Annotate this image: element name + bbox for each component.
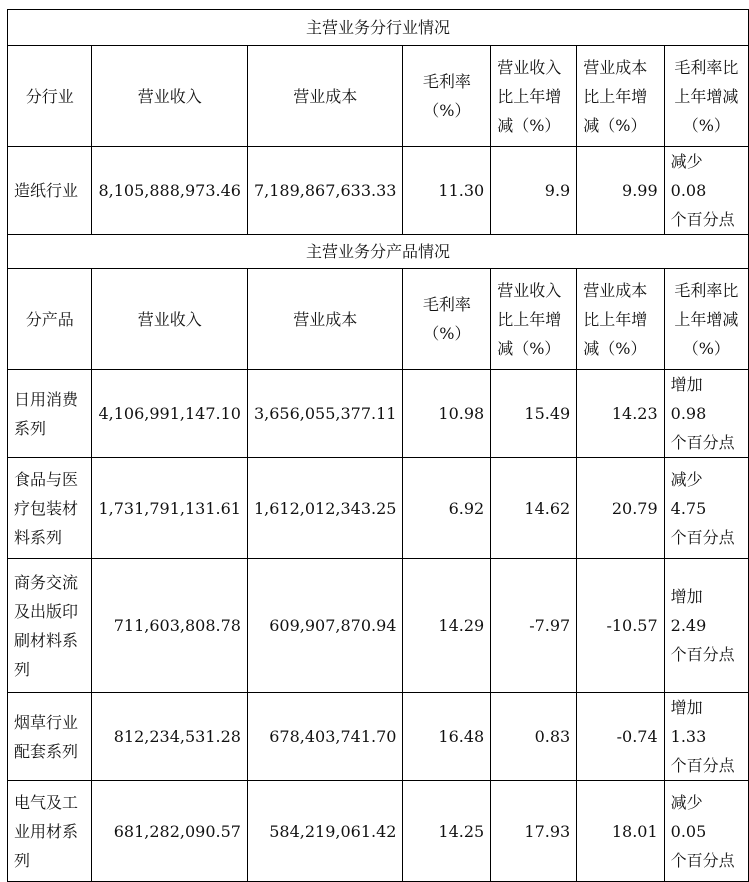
margin-change-value — [664, 370, 748, 458]
cell-line: 增加 2.49 — [670, 587, 707, 635]
header-revenue: 营业收入 — [92, 46, 248, 147]
cost-value: 609,907,870.94 — [247, 559, 403, 693]
cell-line: （%） — [682, 115, 730, 135]
cell-line: 毛利率比 — [674, 57, 739, 77]
cell-line: 毛利率比 — [674, 280, 739, 300]
cell-line: 减（%） — [497, 115, 561, 135]
cell-line: 上年增减 — [674, 309, 739, 329]
revenue-yoy-value: 14.62 — [491, 458, 577, 559]
section-caption-row — [8, 235, 749, 269]
section-caption-row — [8, 10, 749, 46]
margin-change-value — [664, 693, 748, 781]
revenue-yoy-value: 9.9 — [491, 147, 577, 235]
header-cost-yoy — [577, 46, 664, 147]
revenue-yoy-value: 15.49 — [491, 370, 577, 458]
cost-yoy-value: 9.99 — [577, 147, 664, 235]
cell-line: 烟草行业 — [14, 712, 79, 732]
cell-line: 造纸行业 — [14, 181, 79, 200]
cell-line: 个百分点 — [670, 527, 735, 547]
revenue-yoy-value: 0.83 — [491, 693, 577, 781]
margin-value: 14.25 — [403, 781, 491, 882]
header-revenue: 营业收入 — [92, 269, 248, 370]
cell-line: 个百分点 — [670, 645, 735, 664]
section-caption: 主营业务分产品情况 — [8, 235, 749, 269]
cost-value: 584,219,061.42 — [247, 781, 403, 882]
revenue-value: 812,234,531.28 — [92, 693, 248, 781]
cell-line: 毛利率 — [422, 295, 471, 314]
header-row — [8, 269, 749, 370]
segment-name — [8, 370, 92, 458]
cell-line: 日用消费 — [14, 389, 79, 409]
margin-value: 16.48 — [403, 693, 491, 781]
cell-line: 电气及工 — [14, 792, 79, 812]
cost-yoy-value: -10.57 — [577, 559, 664, 693]
cell-line: （%） — [423, 101, 471, 120]
header-margin-yoy — [664, 46, 748, 147]
cell-line: 个百分点 — [670, 433, 735, 452]
table-row — [8, 781, 749, 882]
segment-name — [8, 458, 92, 559]
cell-line: 比上年增 — [497, 86, 562, 106]
cost-yoy-value: 18.01 — [577, 781, 664, 882]
section-caption: 主营业务分行业情况 — [8, 10, 749, 46]
cell-line: 及出版印 — [14, 601, 79, 621]
revenue-yoy-value: 17.93 — [491, 781, 577, 882]
revenue-value: 8,105,888,973.46 — [92, 147, 248, 235]
cell-line: 减（%） — [583, 115, 647, 135]
cell-line: 营业收入 — [497, 280, 562, 300]
cell-line: 比上年增 — [497, 309, 562, 329]
cell-line: 增加 0.98 — [670, 375, 707, 423]
cell-line: （%） — [423, 324, 471, 343]
cell-line: 营业收入 — [497, 57, 562, 77]
cell-line: 疗包装材 — [14, 498, 79, 518]
cell-line: 比上年增 — [583, 86, 648, 106]
header-revenue-yoy — [491, 269, 577, 370]
cell-line: 个百分点 — [670, 210, 735, 229]
revenue-value: 681,282,090.57 — [92, 781, 248, 882]
cell-line: 减少 4.75 — [670, 469, 707, 518]
header-margin — [403, 269, 491, 370]
cost-yoy-value: 20.79 — [577, 458, 664, 559]
cell-line: 列 — [14, 659, 31, 679]
cell-line: 上年增减 — [674, 86, 739, 106]
segment-name — [8, 781, 92, 882]
margin-change-value — [664, 559, 748, 693]
revenue-value: 711,603,808.78 — [92, 559, 248, 693]
cell-line: 配套系列 — [14, 741, 79, 761]
table-row — [8, 559, 749, 693]
cell-line: 减少 0.05 — [670, 792, 707, 841]
table-row — [8, 147, 749, 235]
margin-value: 11.30 — [403, 147, 491, 235]
margin-value: 14.29 — [403, 559, 491, 693]
cell-line: 系列 — [14, 418, 47, 438]
cell-line: 减（%） — [497, 338, 561, 358]
cell-line: 增加 1.33 — [670, 698, 707, 746]
table-row — [8, 370, 749, 458]
cell-line: 刷材料系 — [14, 630, 79, 650]
cost-yoy-value: 14.23 — [577, 370, 664, 458]
margin-change-value — [664, 458, 748, 559]
cell-line: 减少 0.08 — [670, 152, 707, 200]
table-row — [8, 693, 749, 781]
margin-change-value — [664, 147, 748, 235]
cell-line: 个百分点 — [670, 850, 735, 870]
cell-line: 业用材系 — [14, 821, 79, 841]
header-revenue-yoy — [491, 46, 577, 147]
margin-change-value — [664, 781, 748, 882]
margin-value: 6.92 — [403, 458, 491, 559]
cell-line: 减（%） — [583, 338, 647, 358]
cell-line: 食品与医 — [14, 469, 79, 489]
segment-name — [8, 693, 92, 781]
header-cost-yoy — [577, 269, 664, 370]
cell-line: 商务交流 — [14, 572, 79, 592]
header-margin — [403, 46, 491, 147]
header-row — [8, 46, 749, 147]
segment-name — [8, 147, 92, 235]
cell-line: 营业成本 — [583, 280, 648, 300]
revenue-value: 4,106,991,147.10 — [92, 370, 248, 458]
header-cost: 营业成本 — [247, 269, 403, 370]
cell-line: 料系列 — [14, 527, 63, 547]
cost-value: 3,656,055,377.11 — [247, 370, 403, 458]
header-industry: 分行业 — [8, 46, 92, 147]
cell-line: 营业成本 — [583, 57, 648, 77]
table-row — [8, 458, 749, 559]
business-table — [7, 9, 749, 882]
cell-line: 毛利率 — [422, 72, 471, 91]
revenue-yoy-value: -7.97 — [491, 559, 577, 693]
header-cost: 营业成本 — [247, 46, 403, 147]
cost-value: 1,612,012,343.25 — [247, 458, 403, 559]
header-margin-yoy — [664, 269, 748, 370]
segment-name — [8, 559, 92, 693]
cost-yoy-value: -0.74 — [577, 693, 664, 781]
cell-line: 个百分点 — [670, 756, 735, 775]
cost-value: 678,403,741.70 — [247, 693, 403, 781]
cost-value: 7,189,867,633.33 — [247, 147, 403, 235]
cell-line: 比上年增 — [583, 309, 648, 329]
header-product: 分产品 — [8, 269, 92, 370]
cell-line: 列 — [14, 850, 31, 870]
margin-value: 10.98 — [403, 370, 491, 458]
cell-line: （%） — [682, 338, 730, 358]
revenue-value: 1,731,791,131.61 — [92, 458, 248, 559]
